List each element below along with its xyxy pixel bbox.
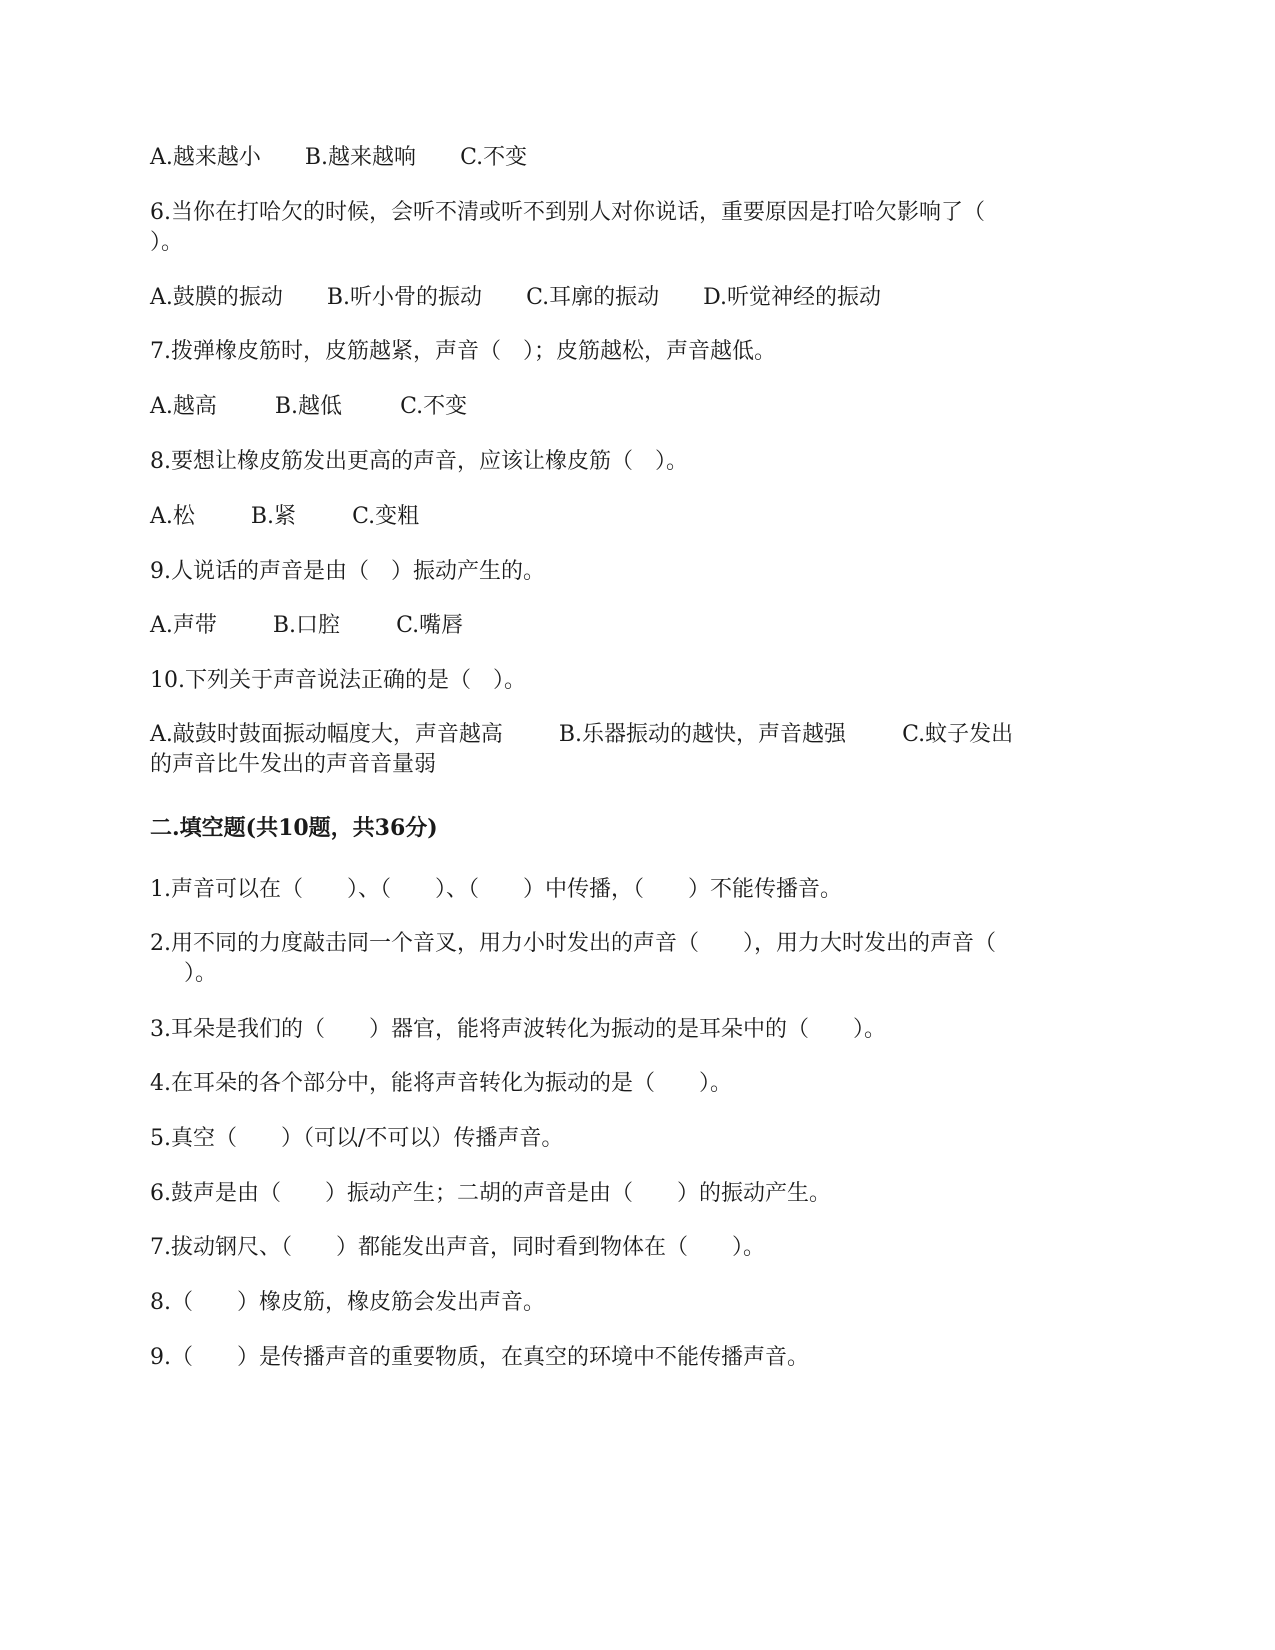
option: B.口腔 [272,613,341,638]
option: A.鼓膜的振动 [150,285,283,310]
q9-question: 9.人说话的声音是由（ ）振动产生的。 [150,559,545,584]
option: A.松 [150,504,195,529]
option: B.紧 [250,504,297,529]
fill-q5: 5.真空（ ）（可以/不可以）传播声音。 [150,1126,564,1151]
option: C.耳廓的振动 [526,285,660,310]
fill-q2-text: 2.用不同的力度敲击同一个音叉，用力小时发出的声音（ ），用力大时发出的声音（ [150,931,996,956]
option: A.越来越小 [150,145,261,170]
q8-question: 8.要想让橡皮筋发出更高的声音，应该让橡皮筋（ ）。 [150,449,688,474]
fill-q1: 1.声音可以在（ ）、（ ）、（ ）中传播，（ ）不能传播音。 [150,877,842,902]
q8-options [150,502,1110,532]
q6-options [150,283,1110,313]
q10-options [150,720,1110,780]
option: C.不变 [400,394,468,419]
option: C.嘴唇 [396,613,464,638]
section-heading: 二.填空题(共10题，共36分) [150,815,438,841]
q5-options [150,143,1110,173]
q9-options [150,611,1110,641]
fill-q8: 8.（ ）橡皮筋，橡皮筋会发出声音。 [150,1290,545,1315]
option: C.蚊子发出 [902,722,1014,747]
fill-q9: 9.（ ）是传播声音的重要物质，在真空的环境中不能传播声音。 [150,1345,809,1370]
option: B.乐器振动的越快，声音越强 [558,722,847,747]
option: C.变粗 [352,504,420,529]
q7-question: 7.拨弹橡皮筋时，皮筋越紧，声音（ ）；皮筋越松，声音越低。 [150,339,776,364]
q10-question: 10.下列关于声音说法正确的是（ ）。 [150,668,526,693]
q6-question [150,198,1110,258]
q6-text: 6.当你在打哈欠的时候，会听不清或听不到别人对你说话，重要原因是打哈欠影响了（ [150,200,985,225]
option: A.声带 [150,613,217,638]
fill-q7: 7.拔动钢尺、（ ）都能发出声音，同时看到物体在（ ）。 [150,1235,765,1260]
option: D.听觉神经的振动 [703,285,881,310]
q6-text-cont: ）。 [150,230,184,255]
fill-q2 [150,929,1110,989]
option: B.越来越响 [304,145,417,170]
fill-q2-cont: ）。 [184,961,218,986]
option: C.不变 [460,145,528,170]
option: A.敲鼓时鼓面振动幅度大，声音越高 [150,722,503,747]
option: B.越低 [274,394,343,419]
q7-options [150,392,1110,422]
fill-q4: 4.在耳朵的各个部分中，能将声音转化为振动的是（ ）。 [150,1071,732,1096]
fill-q3: 3.耳朵是我们的（ ）器官，能将声波转化为振动的是耳朵中的（ ）。 [150,1017,886,1042]
fill-q6: 6.鼓声是由（ ）振动产生；二胡的声音是由（ ）的振动产生。 [150,1181,831,1206]
q10-options-cont: 的声音比牛发出的声音音量弱 [150,752,437,777]
option: B.听小骨的振动 [326,285,483,310]
option: A.越高 [150,394,217,419]
